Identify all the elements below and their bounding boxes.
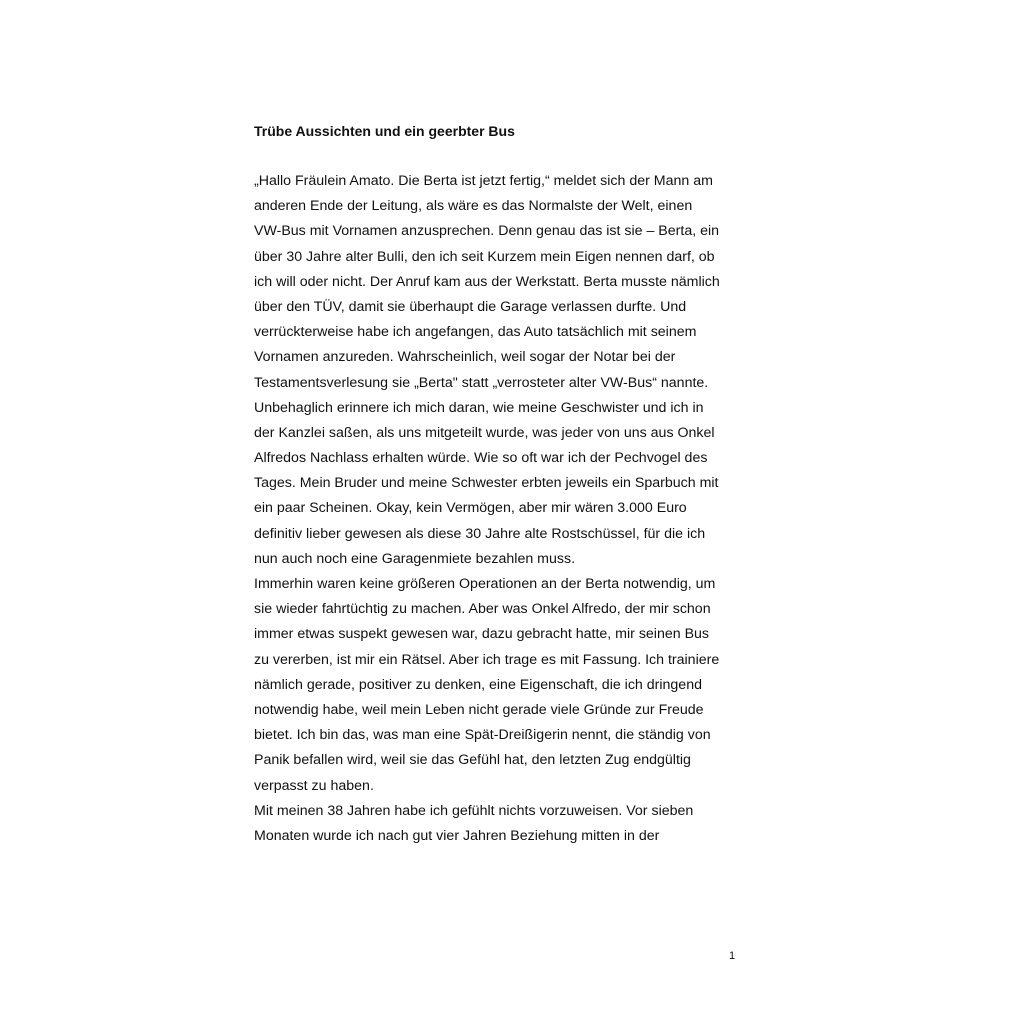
text-line: anderen Ende der Leitung, als wäre es das Normalste der Welt, einen — [254, 198, 693, 215]
text-line: Immerhin waren keine größeren Operationen an der Berta notwendig, um — [254, 576, 716, 592]
text-line: verrückterweise habe ich angefangen, das Auto tatsächlich mit seinem — [254, 324, 697, 341]
chapter-title: Trübe Aussichten und ein geerbter Bus — [254, 123, 515, 139]
text-line: ich will oder nicht. Der Anruf kam aus der Werkstatt. Berta musste nämlich — [254, 273, 720, 290]
text-line: ein paar Scheinen. Okay, kein Vermögen, aber mir wären 3.000 Euro — [254, 500, 687, 517]
text-line: Tages. Mein Bruder und meine Schwester erbten jeweils ein Sparbuch mit — [254, 475, 719, 492]
text-line: bietet. Ich bin das, was man eine Spät-Dreißigerin nennt, die ständig von — [254, 727, 711, 744]
text-line: Mit meinen 38 Jahren habe ich gefühlt nichts vorzuweisen. Vor sieben — [254, 802, 694, 819]
text-line: zu vererben, ist mir ein Rätsel. Aber ich trage es mit Fassung. Ich trainiere — [254, 651, 720, 668]
text-line: nun auch noch eine Garagenmiete bezahlen muss. — [254, 550, 576, 567]
text-line: verpasst zu haben. — [254, 777, 374, 794]
text-line: über 30 Jahre alter Bulli, den ich seit Kurzem mein Eigen nennen darf, ob — [254, 248, 715, 265]
text-line: VW-Bus mit Vornamen anzusprechen. Denn genau das ist sie – Berta, ein — [254, 223, 720, 240]
text-line: Testamentsverlesung sie „Berta" statt „verrosteter alter VW-Bus“ nannte. — [254, 374, 709, 391]
text-line: Panik befallen wird, weil sie das Gefühl hat, den letzten Zug endgültig — [254, 752, 691, 769]
text-line: sie wieder fahrtüchtig zu machen. Aber was Onkel Alfredo, der mir schon — [254, 601, 711, 618]
text-line: über den TÜV, damit sie überhaupt die Garage verlassen durfte. Und — [254, 298, 687, 315]
text-line: Monaten wurde ich nach gut vier Jahren Beziehung mitten in der — [254, 827, 660, 844]
text-line: notwendig habe, weil mein Leben nicht gerade viele Gründe zur Freude — [254, 701, 704, 718]
text-line: Unbehaglich erinnere ich mich daran, wie meine Geschwister und ich in — [254, 399, 704, 416]
text-line: Vornamen anzureden. Wahrscheinlich, weil sogar der Notar bei der — [254, 349, 676, 366]
text-line: „Hallo Fräulein Amato. Die Berta ist jetzt fertig,“ meldet sich der Mann am — [254, 173, 713, 189]
text-line: definitiv lieber gewesen als diese 30 Jahre alte Rostschüssel, für die ich — [254, 525, 706, 542]
text-line: der Kanzlei saßen, als uns mitgeteilt wurde, was jeder von uns aus Onkel — [254, 424, 715, 441]
text-line: immer etwas suspekt gewesen war, dazu gebracht hatte, mir seinen Bus — [254, 626, 710, 643]
text-line: Alfredos Nachlass erhalten würde. Wie so oft war ich der Pechvogel des — [254, 450, 708, 467]
page-number: 1 — [729, 950, 736, 962]
body-text — [254, 171, 754, 851]
text-line: nämlich gerade, positiver zu denken, eine Eigenschaft, die ich dringend — [254, 676, 702, 693]
